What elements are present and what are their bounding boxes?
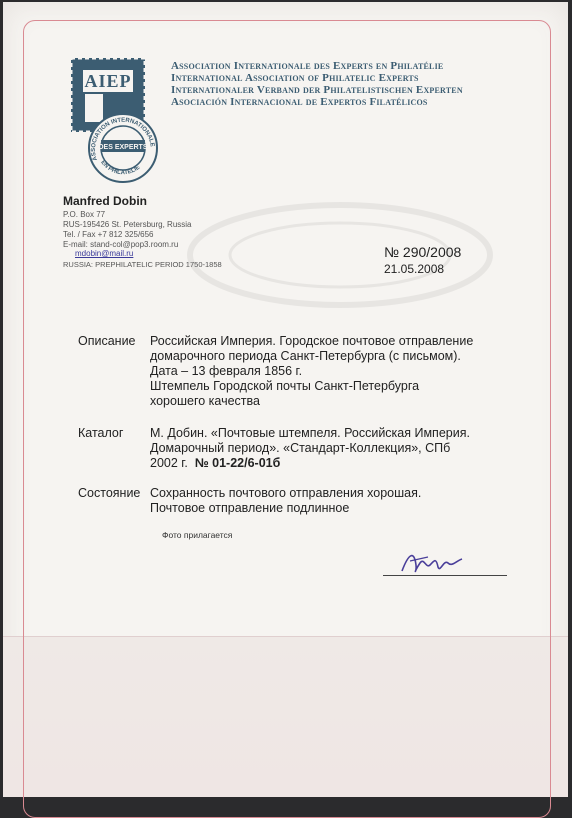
signature-icon: [398, 545, 468, 579]
sender-block: [63, 194, 222, 270]
catalog-label: Каталог: [78, 426, 124, 440]
specialty: RUSSIA: PREPHILATELIC PERIOD 1750-1858: [63, 260, 222, 269]
catalog-number: № 01-22/6-01б: [194, 456, 281, 470]
signature-line: [383, 575, 507, 576]
description-line: хорошего качества: [150, 394, 260, 408]
svg-text:ASSOCIATION INTERNATIONALE: ASSOCIATION INTERNATIONALE: [90, 117, 155, 162]
catalog-text: [150, 426, 470, 471]
certificate-id: [384, 244, 461, 276]
photo-note: Фото прилагается: [162, 530, 233, 540]
po-box: P.O. Box 77: [63, 210, 106, 219]
certificate-date: 21.05.2008: [384, 262, 445, 276]
description-line: домарочного периода Санкт-Петербурга (с письмом).: [150, 349, 461, 363]
certificate-number: № 290/2008: [384, 244, 462, 260]
description-line: Штемпель Городской почты Санкт-Петербурга: [150, 379, 420, 393]
assoc-name-en: International Association of Philatelic Experts: [171, 72, 419, 84]
assoc-name-fr: Association Internationale des Experts en Philatélie: [171, 60, 444, 72]
condition-label: Состояние: [78, 486, 141, 500]
description-line: Российская Империя. Городское почтовое отправление: [150, 334, 474, 348]
phone-fax: Tel. / Fax +7 812 325/656: [63, 230, 154, 239]
address: RUS-195426 St. Petersburg, Russia: [63, 220, 192, 229]
condition-line: Почтовое отправление подлинное: [150, 501, 350, 515]
catalog-year: 2002 г.: [150, 456, 188, 470]
expert-name: Manfred Dobin: [63, 194, 147, 208]
condition-text: [150, 486, 421, 516]
description-label: Описание: [78, 334, 136, 348]
assoc-name-de: Internationaler Verband der Philatelistischen Experten: [171, 84, 463, 96]
assoc-name-es: Asociación Internacional de Expertos Filatélicos: [171, 96, 428, 108]
association-header: [171, 60, 551, 108]
aiep-logo: [63, 50, 173, 190]
catalog-line: [150, 456, 470, 471]
email[interactable]: E-mail: stand-col@pop3.room.ru: [63, 240, 179, 249]
catalog-line: Домарочный период». «Стандарт-Коллекция», СПб: [150, 441, 451, 455]
svg-text:DES EXPERTS: DES EXPERTS: [98, 144, 148, 151]
description-line: Дата – 13 февраля 1856 г.: [150, 364, 303, 378]
svg-text:EN PHILATELIE: EN PHILATELIE: [99, 159, 142, 177]
security-band: [3, 636, 568, 797]
logo-text: AIEP: [84, 71, 132, 91]
email-alt[interactable]: mdobin@mail.ru: [75, 249, 134, 258]
condition-line: Сохранность почтового отправления хорошая.: [150, 486, 422, 500]
description-text: [150, 334, 473, 409]
catalog-line: М. Добин. «Почтовые штемпеля. Российская Империя.: [150, 426, 470, 440]
